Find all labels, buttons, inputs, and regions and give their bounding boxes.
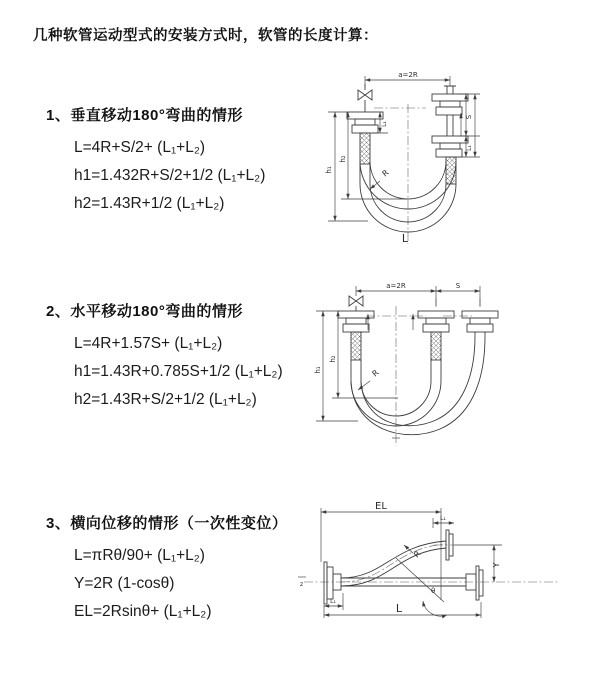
dim-label-h1: h₁ [314,366,322,374]
dim-label-s: S [465,114,473,120]
dim-label-l1-left: L₁ [381,121,388,127]
dim-label-h1: h₁ [325,166,333,174]
formula-line: Y=2R (1-cosθ) [74,575,175,592]
diagram-vertical-180-bend [308,66,593,256]
dimension-lines [316,286,480,438]
diagram-horizontal-180-bend [310,278,595,463]
dim-label-s: S [455,282,461,290]
right-pipe-fittings [432,86,468,184]
section-2-formulas [74,330,283,414]
diagram-lateral-displacement [296,498,596,663]
formula-line: L=4R+1.57S+ (L₁+L₂) [74,335,223,352]
dim-label-l1-bottom: L₁ [330,598,336,605]
valve-icon [358,84,372,112]
dim-label-el: EL [375,501,387,512]
section-horizontal-movement [46,300,283,414]
section-lateral-displacement [46,512,287,626]
formula-line: EL=2Rsinθ+ (L₁+L₂) [74,603,212,620]
formula-line: L=4R+S/2+ (L₁+L₂) [74,139,206,156]
dim-label-a2r: a=2R [386,282,406,290]
section-vertical-movement [46,104,265,218]
formula-line: h1=1.43R+0.785S+1/2 (L₁+L₂) [74,363,283,380]
angle-label-theta: θ [431,587,436,595]
section-2-heading: 2、水平移动180°弯曲的情形 [46,303,243,320]
valve-icon [349,296,363,311]
dim-label-a2r: a=2R [398,71,418,79]
dimension-lines [328,76,480,221]
page-title: 几种软管运动型式的安装方式时，软管的长度计算： [33,28,378,44]
section-1-heading: 1、垂直移动180°弯曲的情形 [46,107,243,124]
dim-label-h2: h₂ [329,355,337,363]
formula-line: h1=1.432R+S/2+1/2 (L₁+L₂) [74,167,266,184]
length-label: L [395,602,403,615]
hose-displaced-position [351,332,485,435]
centerlines [304,544,558,582]
dim-label-h2: h₂ [339,155,347,163]
section-1-formulas [74,134,265,218]
diagram-lateral-displacement-svg [296,498,596,663]
radius-label: R [412,549,423,560]
formula-line: h2=1.43R+S/2+1/2 (L₁+L₂) [74,391,257,408]
datum-mark: z [300,581,304,588]
dim-label-l1-top: L₁ [440,515,446,522]
formula-line: L=πRθ/90+ (L₁+L₂) [74,547,205,564]
section-3-formulas [74,542,287,626]
left-pipe-fitting [347,112,383,184]
length-label: L [401,232,409,245]
radius-label: R [380,168,391,179]
diagram-horizontal-180-bend-svg [310,278,595,463]
radius-label: R [370,368,381,379]
dim-label-y: Y [492,562,501,568]
dim-label-l1-right: L₁ [466,145,473,151]
diagram-vertical-180-bend-svg [308,66,593,256]
section-3-heading: 3、横向位移的情形（一次性变位） [46,515,288,532]
pipe-fittings [338,311,498,381]
formula-line: h2=1.43R+1/2 (L₁+L₂) [74,195,225,212]
